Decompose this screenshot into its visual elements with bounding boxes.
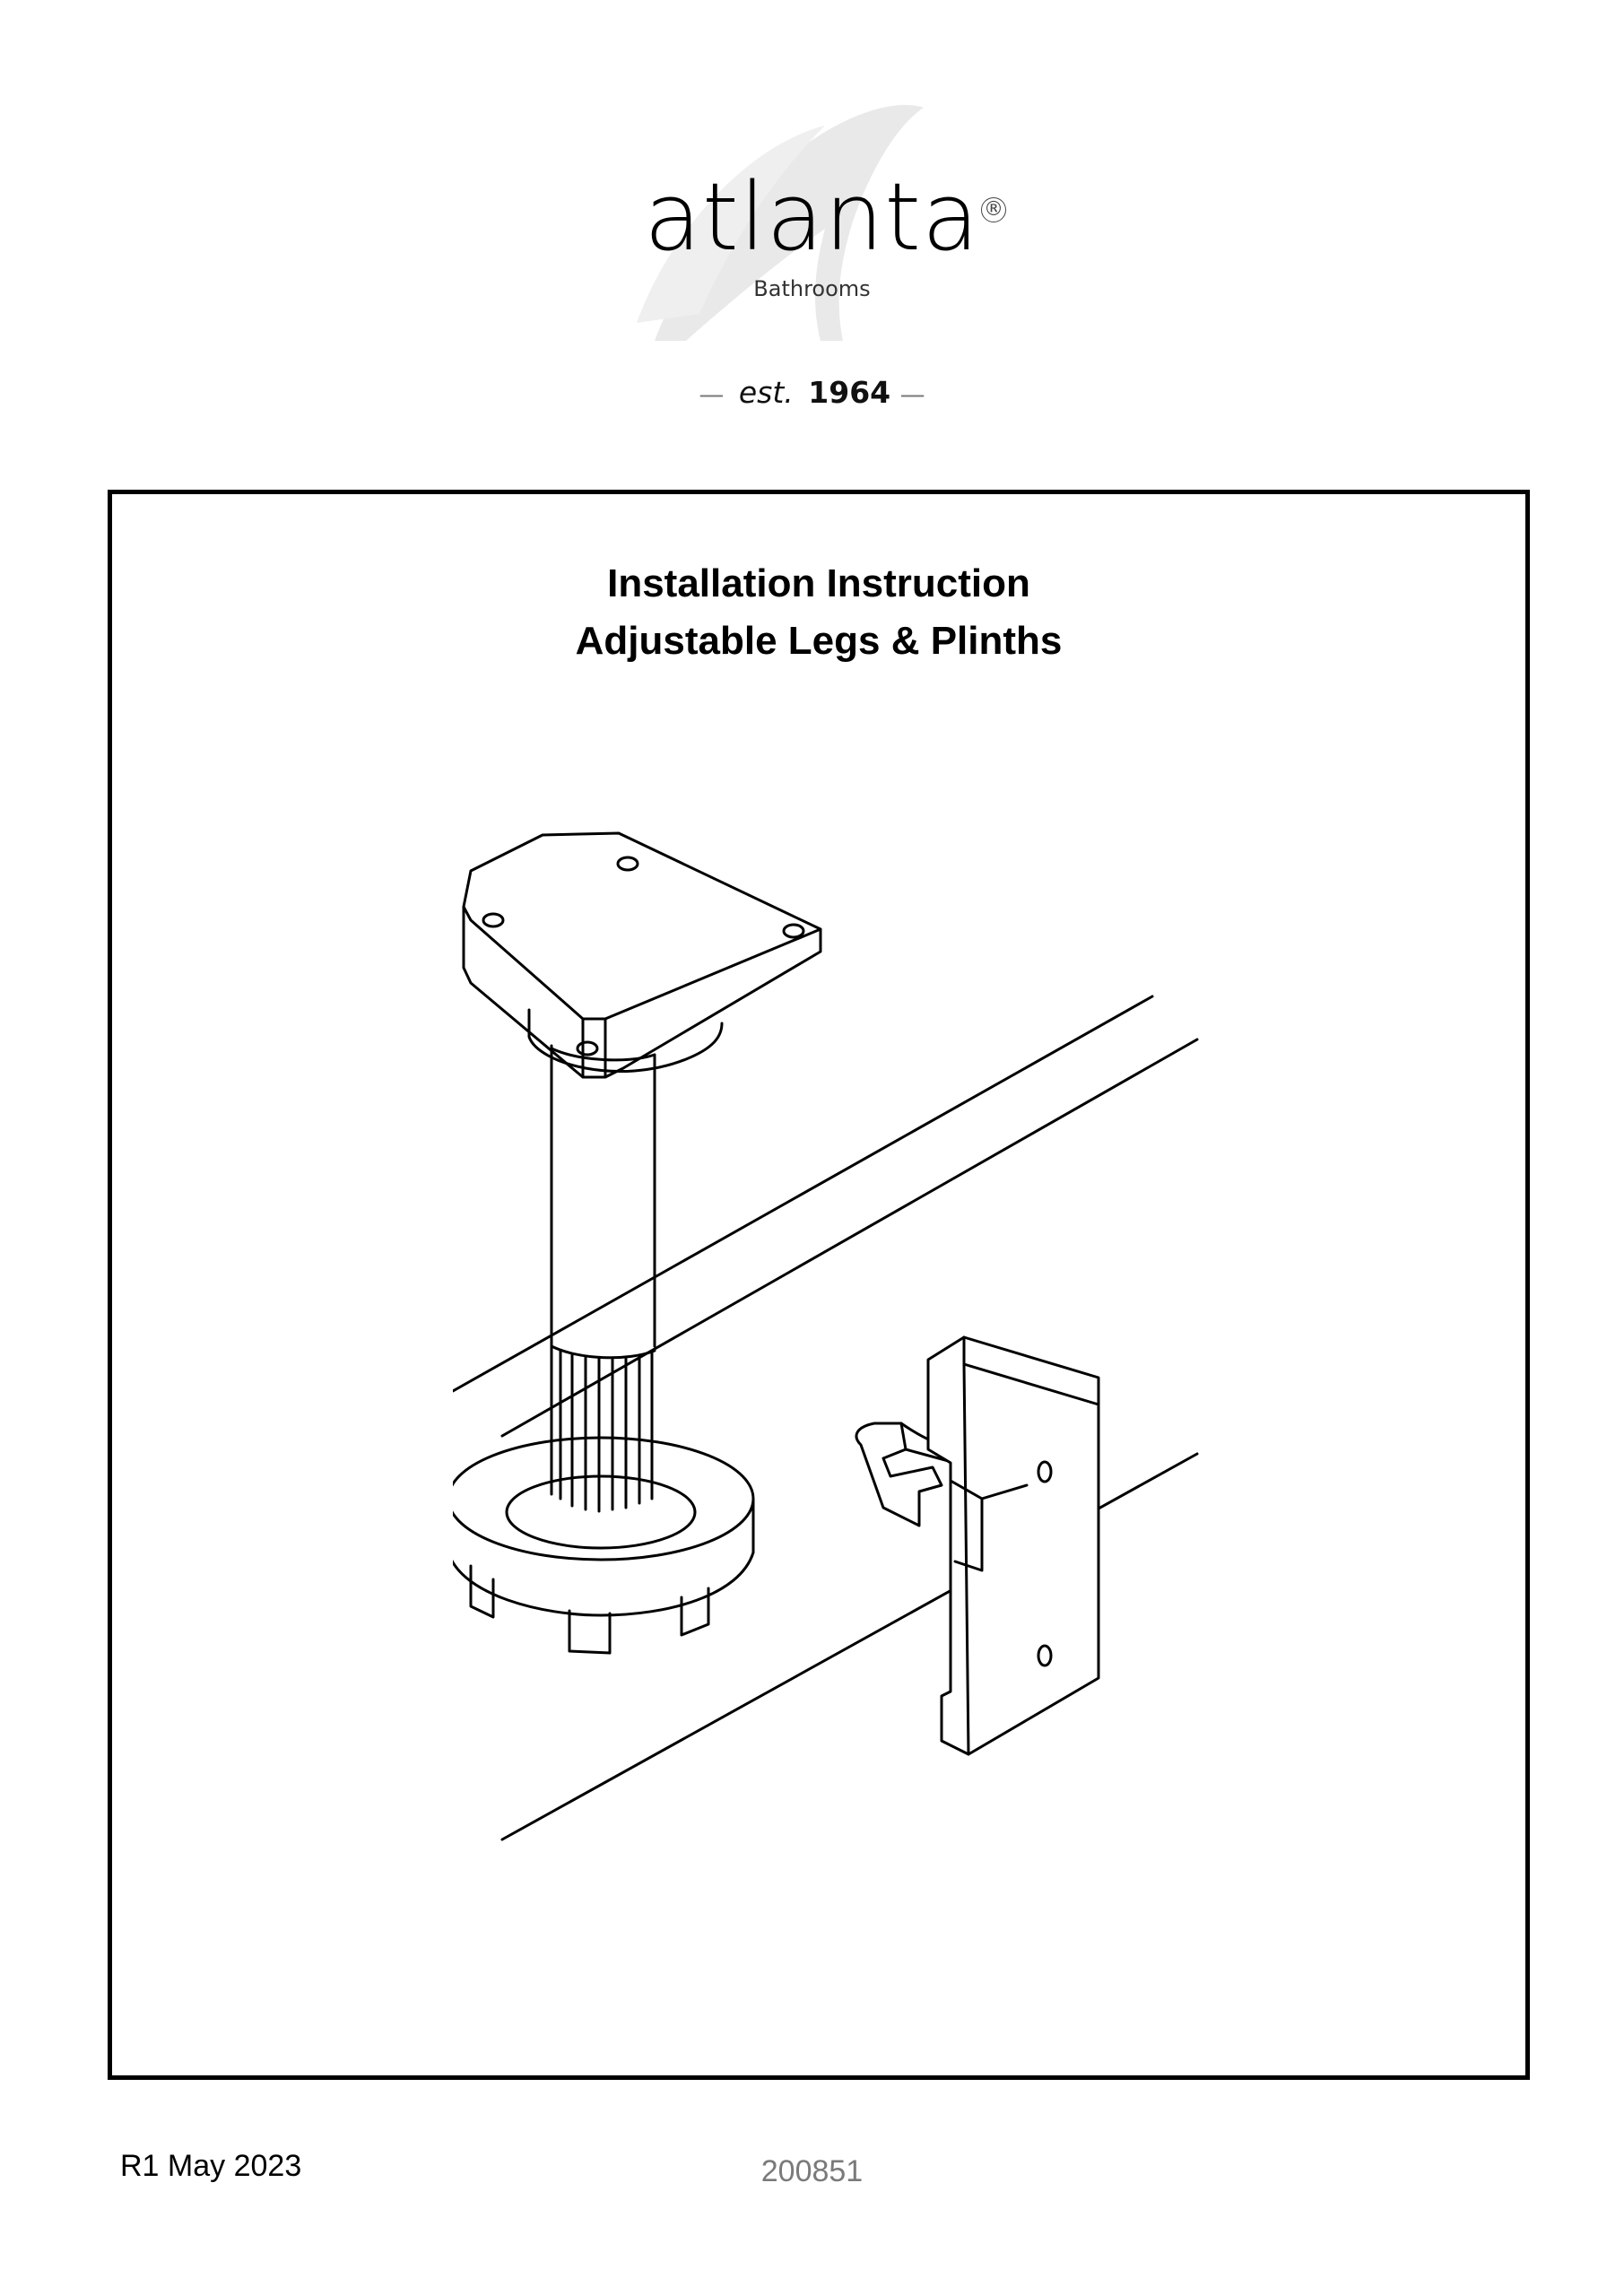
mounting-plate — [464, 833, 821, 1077]
cover-frame — [108, 490, 1530, 2080]
document-subtitle: Adjustable Legs & Plinths — [575, 619, 1063, 663]
established-tagline — [0, 375, 1624, 410]
registered-mark: ® — [981, 197, 1006, 222]
brand-logo — [0, 81, 1624, 350]
brand-subtitle: Bathrooms — [753, 276, 871, 301]
leg-foot-ring-top — [453, 1438, 753, 1560]
est-year: 1964 — [808, 375, 891, 410]
document-code: 200851 — [760, 2154, 864, 2188]
revision-date: R1 May 2023 — [120, 2149, 302, 2183]
document-title: Installation Instruction — [607, 561, 1030, 605]
est-word: est. — [738, 375, 794, 410]
est-dash-right: — — [899, 379, 925, 409]
plinth-clip-plate — [928, 1337, 1099, 1754]
est-dash-left: — — [699, 379, 725, 409]
adjustable-leg-plinth-illustration — [453, 817, 1385, 1947]
brand-name: atlanta — [644, 162, 980, 272]
